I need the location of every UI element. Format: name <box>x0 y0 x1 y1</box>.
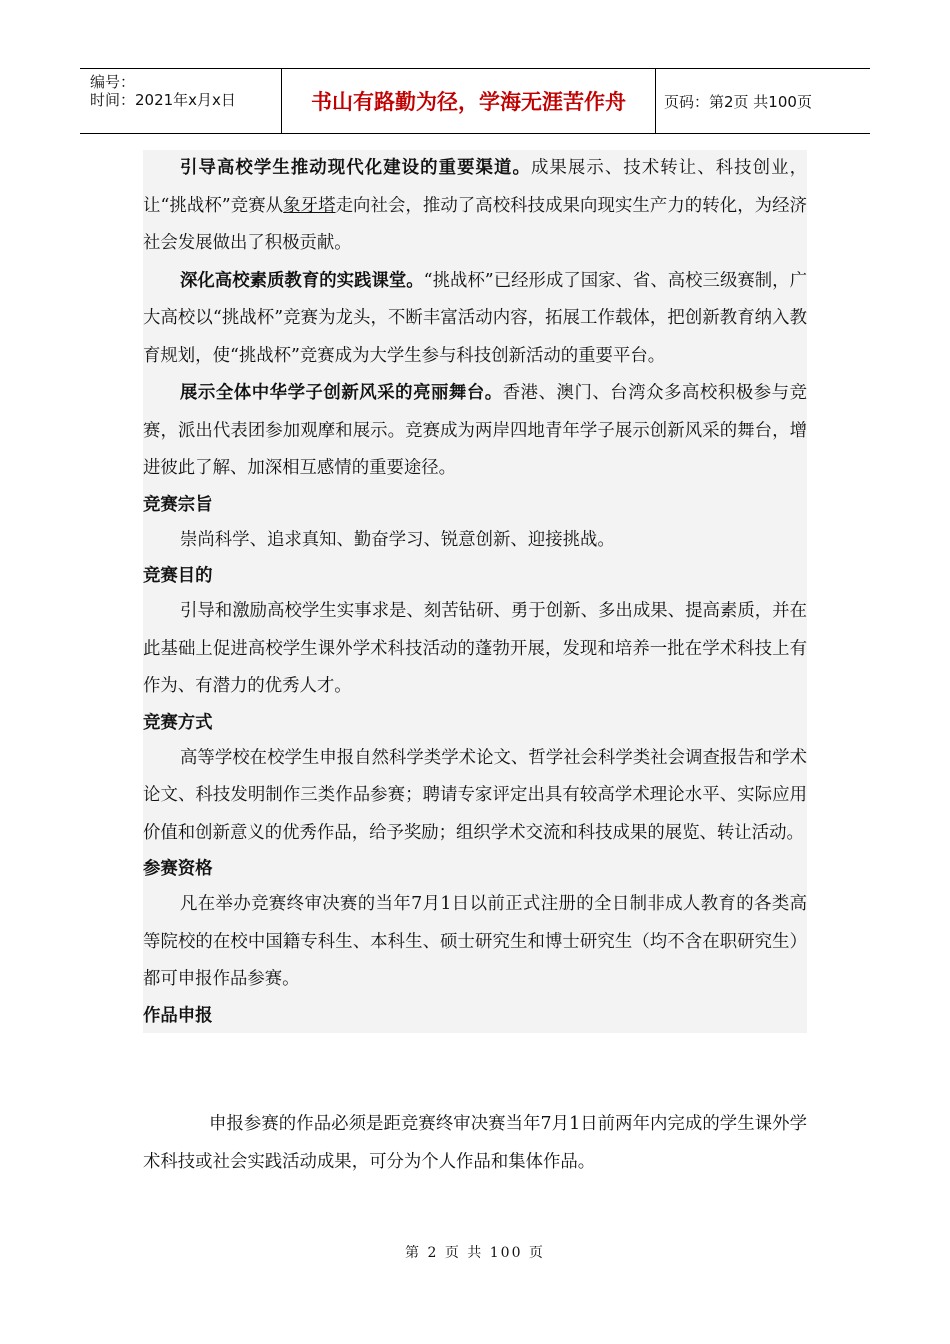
document-body <box>143 150 807 1033</box>
heading-submission: 作品申报 <box>143 1005 213 1026</box>
header-meta <box>80 69 282 133</box>
heading-purpose: 竞赛宗旨 <box>143 494 213 515</box>
header-motto: 书山有路勤为径，学海无涯苦作舟 <box>282 69 656 133</box>
paragraph-lead: 引导高校学生推动现代化建设的重要渠道。 <box>180 158 531 178</box>
heading-format: 竞赛方式 <box>143 712 213 733</box>
page-header <box>80 68 870 134</box>
paragraph-format: 高等学校在校学生申报自然科学类学术论文、哲学社会科学类社会调查报告和学术论文、科技发明制作三类作品参赛；聘请专家评定出具有较高学术理论水平、实际应用价值和创新意义的优秀作品，给予奖励；组织学术交流和科技成果的展览、转让活动。 <box>143 747 807 843</box>
paragraph-purpose: 崇尚科学、追求真知、勤奋学习、锐意创新、迎接挑战。 <box>180 529 615 550</box>
document-body-continued <box>143 1106 807 1181</box>
paragraph-lead: 深化高校素质教育的实践课堂。 <box>180 270 424 291</box>
paragraph-text: 走向社会，推动了高校科技成果向现实生产力的转化，为经济社会发展做出了积极贡献。 <box>143 195 807 253</box>
paragraph-goal: 引导和激励高校学生实事求是、刻苦钻研、勇于创新、多出成果、提高素质，并在此基础上促进高校学生课外学术科技活动的蓬勃开展，发现和培养一批在学术科技上有作为、有潜力的优秀人才。 <box>143 601 807 696</box>
paragraph-lead: 展示全体中华学子创新风采的亮丽舞台。 <box>180 383 503 403</box>
paragraph-stage <box>143 375 807 488</box>
paragraph-text: 成果展示、技术转让、科技创业，让“挑战杯”竞赛从 <box>143 158 807 216</box>
heading-goal: 竞赛目的 <box>143 566 213 586</box>
paragraph-classroom <box>143 263 807 376</box>
paragraph-text: 香港、澳门、台湾众多高校积极参与竞赛，派出代表团参加观摩和展示。竞赛成为两岸四地青年学子展示创新风采的舞台，增进彼此了解、加深相互感情的重要途径。 <box>143 383 807 478</box>
paragraph-eligibility: 凡在举办竞赛终审决赛的当年7月1日以前正式注册的全日制非成人教育的各类高等院校的在校中国籍专科生、本科生、硕士研究生和博士研究生（均不含在职研究生）都可申报作品参赛。 <box>143 894 807 989</box>
heading-eligibility: 参赛资格 <box>143 859 213 879</box>
underlined-term: 象牙塔 <box>283 195 336 216</box>
number-label: 编号： <box>90 73 136 91</box>
paragraph-text: “挑战杯”已经形成了国家、省、高校三级赛制，广大高校以“挑战杯”竞赛为龙头，不断丰富活动内容，拓展工作载体，把创新教育纳入教育规划，使“挑战杯”竞赛成为大学生参与科技创新活动的重要平台。 <box>143 270 807 366</box>
paragraph-channel <box>143 150 807 263</box>
time-label: 时间：2021年x月x日 <box>90 91 236 109</box>
header-page-code: 页码：第2页 共100页 <box>664 92 812 111</box>
paragraph-submission: 申报参赛的作品必须是距竞赛终审决赛当年7月1日前两年内完成的学生课外学术科技或社会实践活动成果，可分为个人作品和集体作品。 <box>143 1114 807 1172</box>
page-footer: 第 2 页 共 100 页 <box>405 1245 545 1261</box>
